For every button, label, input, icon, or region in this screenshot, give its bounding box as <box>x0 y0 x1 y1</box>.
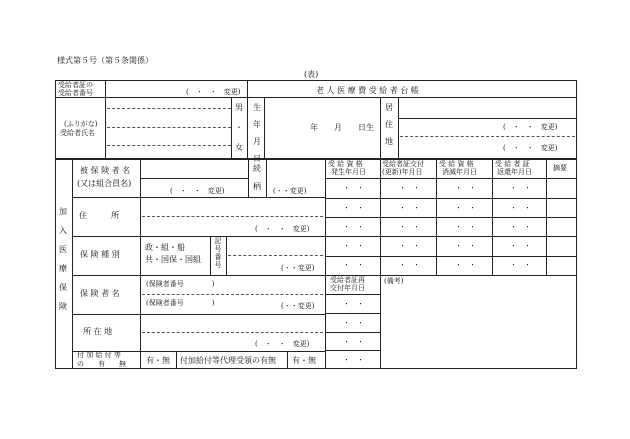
additional-benefit-label-1: 付 加 給 付 等 <box>77 351 121 359</box>
address-change-2: ( ・ ・ 変更) <box>503 144 558 152</box>
symbol-number-label: 記 号 番 号 <box>214 237 222 269</box>
recipient-number-label-1: 受給者証の <box>58 81 93 89</box>
form-page: 様式第５号（第５条関係） (表) 受給者証の 受給者番号 ( ・ ・ 変更) 老 人 医 療 費 受 給 者 台 帳 (ふりがな) 受給者氏名 男 ・ 女 生 年 月 日 年 月 日生 居 住 地 ( ・ ・ 変更) ( ・ ・ 変更) 加 入 医 療 保 険 受 給 資 格 発生年月日 受給者証交付 (更新)年月日 受 給 資 格 消滅年月日 受 給 者 証 返還年月日 摘要 ・ ・ ・ ・ ・ ・ ・ ・ ・ ・ ・ ・ ・ ・ ・ ・ ・ ・ ・ ・ ・ ・ ・ ・ ・ ・ ・ ・ ・ ・ ・ ・ ・ ・ ・ ・ ・ ・ ・ ・ 被 保 険 者 名 (又は組合員名) ( ・ ・ 変更) 続 柄 (・・変更) 住 所 ( ・ ・ 変更) 保 険 種 別 政・組・船 共・国保・国組 記 号 番 号 (・・変更) 保 険 者 名 (保険者番号 ) (保険者番号 ) (・・変更) 受給者証再 交付年月日 ・ ・ ・ ・ ・ ・ ・ ・ (備考) 所 在 地 ( ・ ・ 変更) 付 加 給 付 等 の 有 無 有・無 付加給付等代理受領の有無 有・無 <box>0 0 630 439</box>
birth-date: 年 月 日生 <box>310 123 374 132</box>
insurer-number-1: (保険者番号 ) <box>146 280 215 288</box>
header-remarks-col: 摘要 <box>553 164 567 172</box>
page-title: 老 人 医 療 費 受 給 者 台 帳 <box>316 86 419 95</box>
additional-benefit-yes-no: 有・無 <box>146 356 170 365</box>
enrollment-table <box>55 159 577 369</box>
symbol-number-change: (・・変更) <box>281 264 315 272</box>
relation-label: 続 柄 <box>253 164 261 191</box>
sex-male: 男 <box>235 103 243 112</box>
sex-dot: ・ <box>235 123 243 132</box>
header-qualification-start-1: 受 給 資 格 <box>328 160 363 168</box>
reissue-date-2: ・ ・ <box>343 319 364 327</box>
header-qualification-start-2: 発生年月日 <box>331 168 366 176</box>
birth-label: 生 年 月 日 <box>253 103 261 163</box>
address-row-label: 住 所 <box>79 211 119 220</box>
header-reissue-2: 交付年月日 <box>330 284 365 292</box>
header-reissue-1: 受給者証再 <box>330 276 365 284</box>
insurance-types-2: 共・国保・国組 <box>145 255 201 264</box>
address-label: 居 住 地 <box>385 103 393 146</box>
form-number: 様式第５号（第５条関係） <box>57 56 153 65</box>
sex-female: 女 <box>235 143 243 152</box>
proxy-label: 付加給付等代理受領の有無 <box>180 356 276 365</box>
address-change-1: ( ・ ・ 変更) <box>503 123 558 131</box>
insured-label-1: 被 保 険 者 名 <box>80 166 131 175</box>
reissue-date-4: ・ ・ <box>343 356 364 364</box>
recipient-number-label-2: 受給者番号 <box>58 89 93 97</box>
name-label: 受給者氏名 <box>60 129 95 137</box>
header-qualification-end-2: 消滅年月日 <box>442 168 477 176</box>
reissue-date-3: ・ ・ <box>343 338 364 346</box>
insured-change: ( ・ ・ 変更) <box>170 187 225 195</box>
relation-change: (・・変更) <box>273 187 307 195</box>
enrollment-insurance-label: 加 入 医 療 保 険 <box>59 207 67 311</box>
header-issue-2: (更新)年月日 <box>382 168 423 176</box>
remarks-label: (備考) <box>384 277 404 285</box>
insured-label-2: (又は組合員名) <box>77 179 132 188</box>
proxy-yes-no: 有・無 <box>292 356 316 365</box>
reissue-date-1: ・ ・ <box>343 300 364 308</box>
insurer-change: (・・変更) <box>281 302 315 310</box>
header-issue-1: 受給者証交付 <box>382 160 424 168</box>
additional-benefit-label-2: の 有 無 <box>77 360 126 368</box>
insurer-name-label: 保 険 者 名 <box>80 289 120 298</box>
header-qualification-end-1: 受 給 資 格 <box>439 160 474 168</box>
recipient-number-change: ( ・ ・ 変更) <box>186 88 241 96</box>
header-return-1: 受 給 者 証 <box>495 160 530 168</box>
side-label: (表) <box>304 70 319 79</box>
address-row-change: ( ・ ・ 変更) <box>255 225 310 233</box>
insurer-number-2: (保険者番号 ) <box>146 299 215 307</box>
location-change: ( ・ ・ 変更) <box>255 340 310 348</box>
header-return-2: 返還年月日 <box>497 168 532 176</box>
furigana-label: (ふりがな) <box>64 120 98 128</box>
location-label: 所 在 地 <box>83 327 113 336</box>
insurance-types-1: 政・組・船 <box>145 243 185 252</box>
insurance-type-label: 保 険 種 別 <box>80 250 120 259</box>
